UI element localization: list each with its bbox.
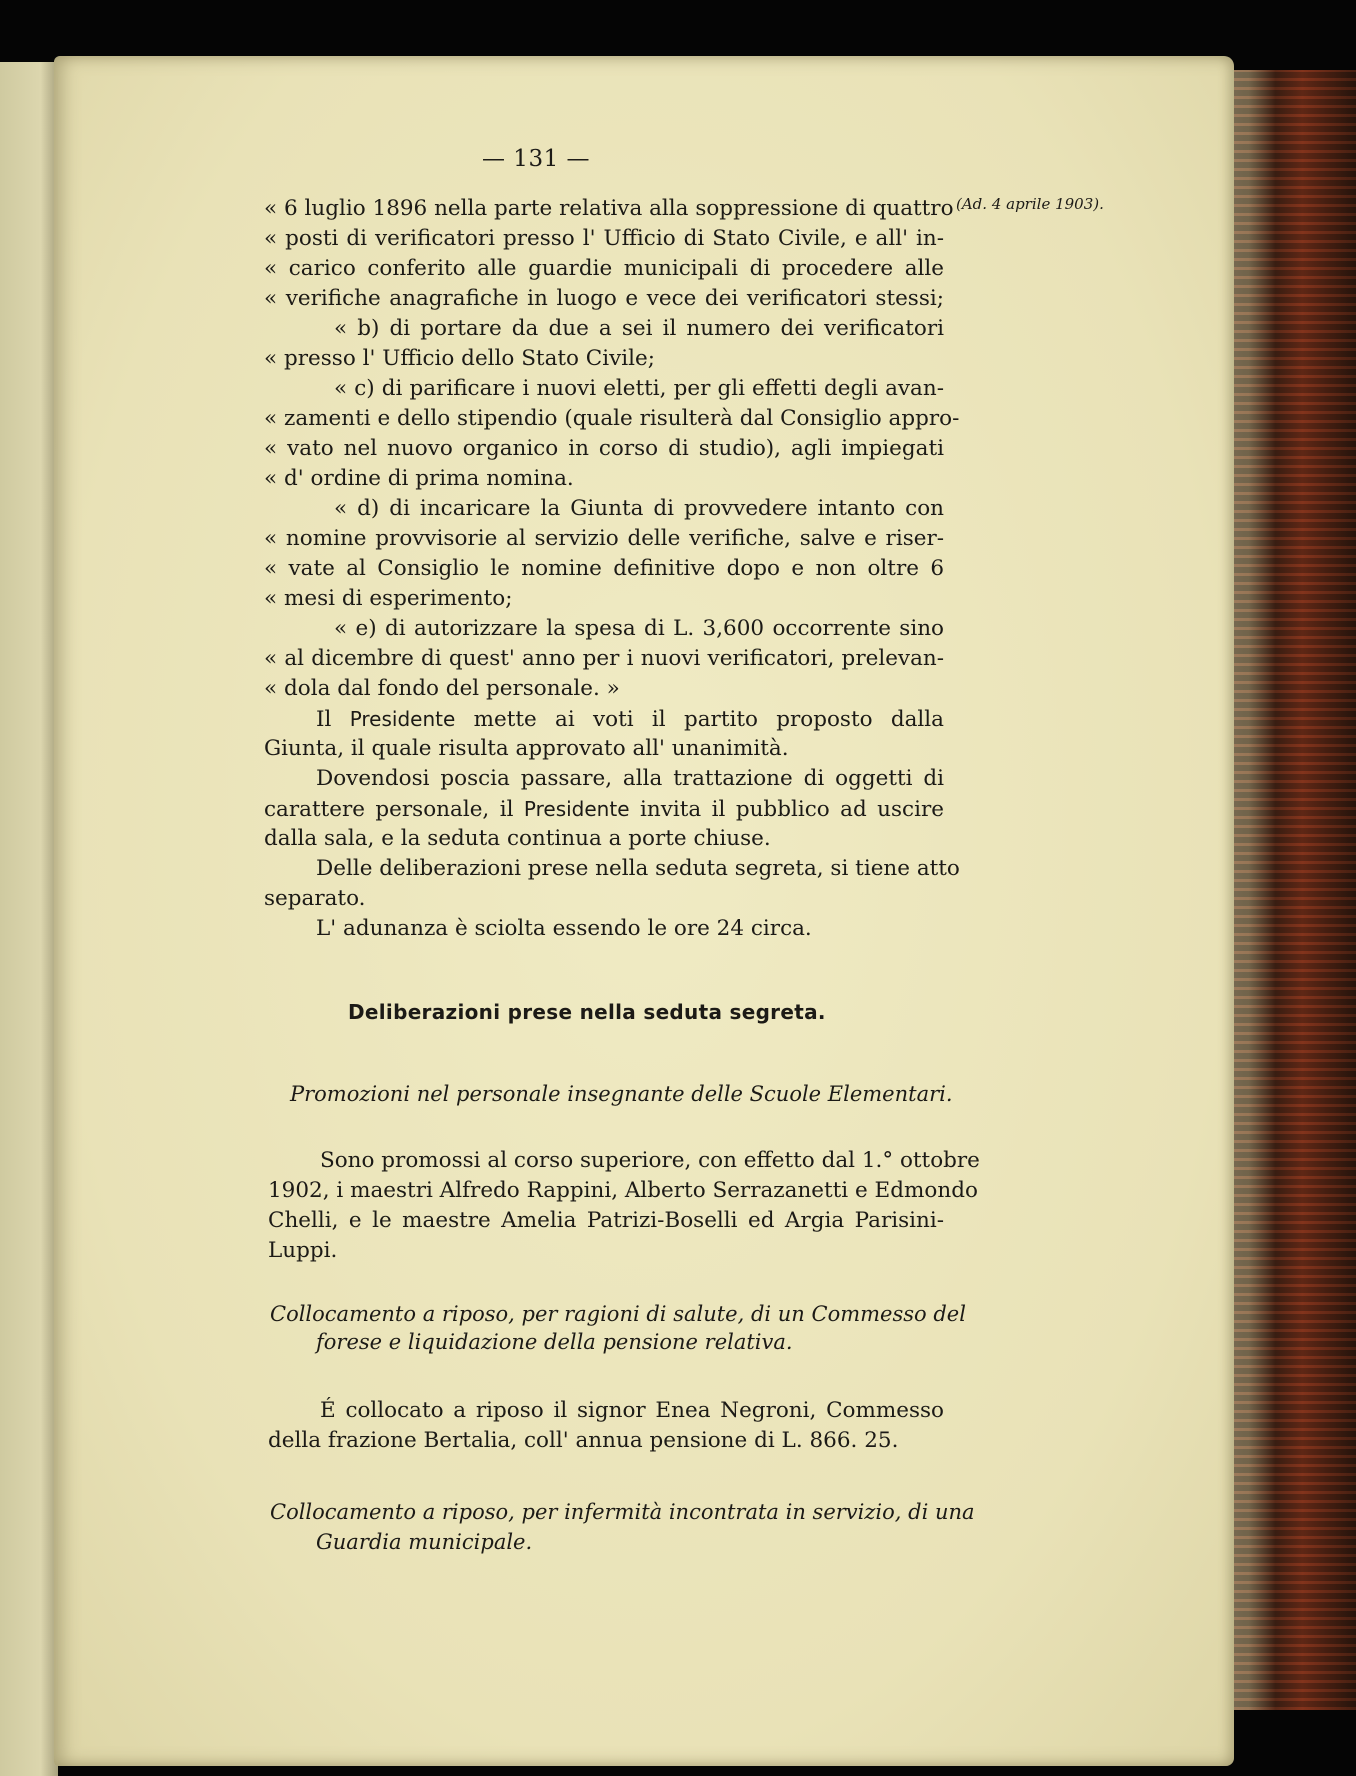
vote-line	[264, 704, 944, 734]
text-line: Luppi.	[268, 1238, 338, 1263]
text-line: « zamenti e dello stipendio (quale risulterà dal Consiglio appro-	[264, 406, 960, 431]
text-line: Dovendosi poscia passare, alla trattazione di oggetti di	[316, 766, 944, 791]
text-line: É collocato a riposo il signor Enea Negroni, Commesso	[320, 1398, 944, 1423]
text-line: Chelli, e le maestre Amelia Patrizi-Boselli ed Argia Parisini-	[268, 1208, 944, 1233]
text-line: « 6 luglio 1896 nella parte relativa alla soppressione di quattro	[264, 196, 954, 221]
left-page-edge	[0, 62, 58, 1776]
text-line: L' adunanza è sciolta essendo le ore 24 circa.	[316, 916, 812, 941]
subheading-promotions: Promozioni nel personale insegnante delle Scuole Elementari.	[290, 1082, 953, 1106]
text-line: « vato nel nuovo organico in corso di studio), agli impiegati	[264, 436, 944, 461]
presidente-name: Presidente	[349, 707, 456, 731]
text-line: « b) di portare da due a sei il numero dei verificatori	[334, 316, 944, 341]
text-line: « al dicembre di quest' anno per i nuovi verificatori, prelevan-	[264, 646, 944, 671]
book-fore-edge	[1222, 70, 1356, 1710]
subheading-retirement-1: Collocamento a riposo, per ragioni di salute, di un Commesso del	[270, 1302, 966, 1326]
close-text-b: invita il pubblico ad uscire	[639, 797, 944, 822]
text-line: « presso l' Ufficio dello Stato Civile;	[264, 346, 655, 371]
text-line: « mesi di esperimento;	[264, 586, 513, 611]
subheading-retirement-2-cont: Guardia municipale.	[316, 1530, 533, 1554]
paragraph-promotions	[268, 1146, 980, 1266]
text-line: « nomine provvisorie al servizio delle verifiche, salve e riser-	[264, 526, 944, 551]
margin-date-note: (Ad. 4 aprile 1903).	[956, 195, 1104, 213]
text-line: « posti di verificatori presso l' Ufficio di Stato Civile, e all' in-	[264, 226, 944, 251]
section-heading: Deliberazioni prese nella seduta segreta.	[348, 1000, 826, 1024]
close-line	[264, 794, 944, 824]
text-line: separato.	[264, 886, 366, 911]
main-text	[264, 194, 960, 944]
vote-il: Il	[316, 707, 332, 732]
subheading-retirement-1-cont: forese e liquidazione della pensione relativa.	[316, 1330, 793, 1354]
subheading-retirement-2: Collocamento a riposo, per infermità incontrata in servizio, di una	[270, 1500, 975, 1524]
text-line: « verifiche anagrafiche in luogo e vece dei verificatori stessi;	[264, 286, 944, 311]
presidente-name: Presidente	[523, 797, 630, 821]
page-number: — 131 —	[482, 146, 591, 172]
text-line: 1902, i maestri Alfredo Rappini, Alberto Serrazanetti e Edmondo	[268, 1178, 978, 1203]
text-line: Giunta, il quale risulta approvato all' unanimità.	[264, 736, 789, 761]
text-line: dalla sala, e la seduta continua a porte chiuse.	[264, 826, 771, 851]
text-line: della frazione Bertalia, coll' annua pensione di L. 866. 25.	[268, 1428, 899, 1453]
text-line: « d) di incaricare la Giunta di provvedere intanto con	[334, 496, 944, 521]
text-line: « d' ordine di prima nomina.	[264, 466, 574, 491]
vote-text: mette ai voti il partito proposto dalla	[473, 707, 945, 732]
close-text-a: carattere personale, il	[264, 797, 514, 822]
text-line: « carico conferito alle guardie municipali di procedere alle	[264, 256, 944, 281]
text-line: « dola dal fondo del personale. »	[264, 676, 620, 701]
text-line: Sono promossi al corso superiore, con effetto dal 1.° ottobre	[320, 1148, 980, 1173]
text-line: Delle deliberazioni prese nella seduta segreta, si tiene atto	[316, 856, 960, 881]
text-line: « e) di autorizzare la spesa di L. 3,600 occorrente sino	[334, 616, 944, 641]
text-line: « c) di parificare i nuovi eletti, per gli effetti degli avan-	[334, 376, 944, 401]
paragraph-retirement	[268, 1396, 944, 1456]
text-line: « vate al Consiglio le nomine definitive dopo e non oltre 6	[264, 556, 944, 581]
